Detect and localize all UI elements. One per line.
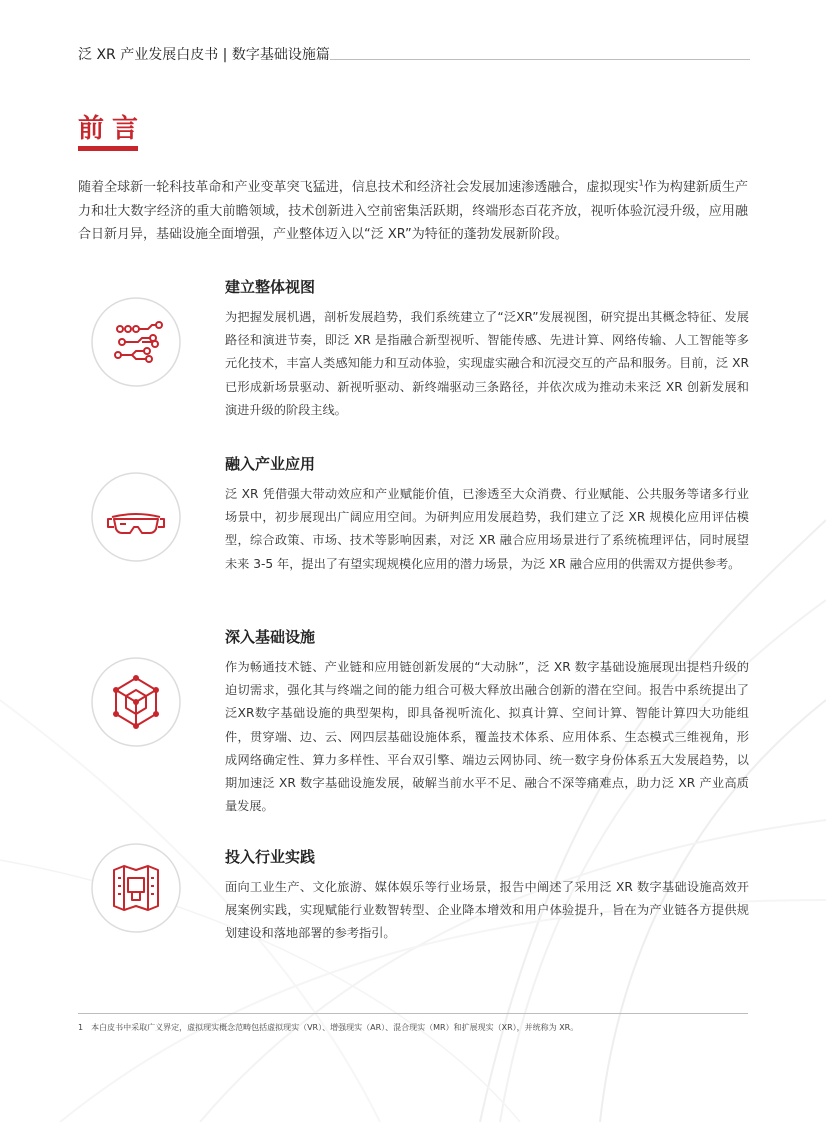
section-heading: 融入产业应用 xyxy=(225,455,316,473)
section-heading: 建立整体视图 xyxy=(225,278,316,296)
section-heading: 投入行业实践 xyxy=(225,848,316,866)
section-body: 面向工业生产、文化旅游、媒体娱乐等行业场景，报告中阐述了采用泛 XR 数字基础设施高效开展案例实践，实现赋能行业数智转型、企业降本增效和用户体验提升，旨在为产业链各方提供规划建设和落地部署的参考指引。 xyxy=(225,880,749,941)
page-title: 前言 xyxy=(78,114,147,144)
section-heading: 深入基础设施 xyxy=(225,628,316,646)
section-body: 泛 XR 凭借强大带动效应和产业赋能价值，已渗透至大众消费、行业赋能、公共服务等诸多行业场景中，初步展现出广阔应用空间。为研判应用发展趋势，我们建立了泛 XR 规模化应用评估模型，综合政策、市场、技术等影响因素，对泛 XR 融合应用场景进行了系统梳理评估，同时展望未来 3-5 年，提出了有望实现规模化应用的潜力场景，为泛 XR 融合应用的供需双方提供参考。 xyxy=(225,487,749,571)
header-text: 泛 XR 产业发展白皮书 | 数字基础设施篇 xyxy=(78,47,330,63)
section-body: 作为畅通技术链、产业链和应用链创新发展的“大动脉”，泛 XR 数字基础设施展现出提档升级的迫切需求，强化其与终端之间的能力组合可极大释放出融合创新的潜在空间。报告中系统提出了泛XR数字基础设施的典型架构，即具备视听流化、拟真计算、空间计算、智能计算四大功能组件，贯穿端、边、云、网四层基础设施体系，覆盖技术体系、应用体系、生态模式三维视角，形成网络确定性、算力多样性、平台双引擎、端边云网协同、统一数字身份体系五大发展趋势，以期加速泛 XR 数字基础设施发展，破解当前水平不足、融合不深等痛难点，助力泛 XR 产业高质量发展。 xyxy=(225,660,749,814)
factory-map-icon xyxy=(90,842,182,934)
circuit-icon xyxy=(90,296,182,388)
vr-headset-icon xyxy=(90,471,182,563)
footnote: 1 本白皮书中采取广义界定，虚拟现实概念范畴包括虚拟现实（VR）、增强现实（AR）、混合现实（MR）和扩展现实（XR），并统称为 XR。 xyxy=(78,1023,579,1032)
title-underline xyxy=(78,146,138,151)
cube-network-icon xyxy=(90,656,182,748)
intro-paragraph: 随着全球新一轮科技革命和产业变革突飞猛进，信息技术和经济社会发展加速渗透融合，虚拟现实$^1$作为构建新质生产力和壮大数字经济的重大前瞻领域，技术创新进入空前密集活跃期，终端形态百花齐放，视听体验沉浸升级，应用融合日新月异，基础设施全面增强，产业整体迈入以“泛 XR”为特征的蓬勃发展新阶段。 xyxy=(78,178,748,242)
header-rule xyxy=(330,59,750,60)
running-header xyxy=(78,44,748,68)
footnote-ref: 1 xyxy=(638,178,644,188)
section-body: 为把握发展机遇，剖析发展趋势，我们系统建立了“泛XR”发展视图，研究提出其概念特征、发展路径和演进节奏，即泛 XR 是指融合新型视听、智能传感、先进计算、网络传输、人工智能等多元化技术，丰富人类感知能力和互动体验，实现虚实融合和沉浸交互的产品和服务。目前，泛 XR 已形成新场景驱动、新视听驱动、新终端驱动三条路径，并依次成为推动未来泛 XR 创新发展和演进升级的阶段主线。 xyxy=(225,310,749,417)
footnote-rule xyxy=(78,1013,748,1014)
